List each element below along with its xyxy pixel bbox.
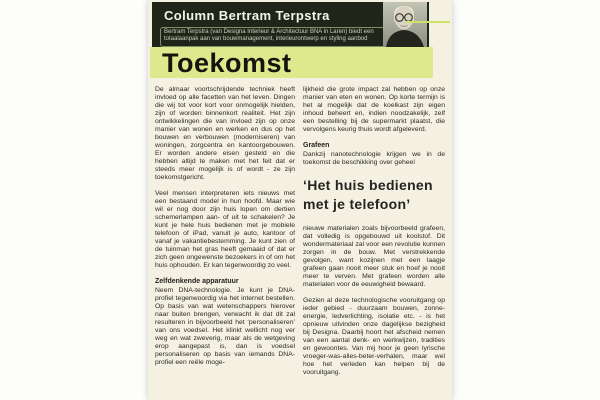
subheading: Grafeen [303, 142, 330, 149]
article-title: Toekomst [162, 48, 292, 78]
subheading: Zelfdenkende apparatuur [155, 278, 239, 285]
column-subtitle [160, 27, 398, 47]
pull-quote: ‘Het huis bedienen met je telefoon’ [303, 177, 433, 212]
paragraph: Neem DNA-technologie. Je kunt je DNA-profiel tegenwoordig via het internet bestellen. Op basis van wat wetenschappers hierover naar buiten brengen, verwacht ik dat dit zal resulteren in bijvoorbeeld het ‘personaliseren’ van ons voedsel. Het klinkt wellicht nog ver weg en wat zweverig, maar als de wetgeving erop aangepast is, dan is voedsel personaliseren op basis van iemands DNA-profiel een reële moge- [155, 287, 295, 366]
column-subtitle-line1: Bertram Terpstra (van Designa Interieur & Architectuur BNA in Laren) biedt een [164, 29, 374, 35]
left-column [155, 86, 295, 400]
paragraph: nieuwe materialen zoals bijvoorbeeld grafeen, dat volledig is opgebouwd uit koolstof. Dit wondermateriaal zal voor een revolutie kunnen zorgen in de bouw. Met verstrekkende gevolgen, want kozijnen met een laagje grafeen gaan nooit meer stuk en hoef je nooit meer te verven. Met grafeen worden alle materialen voor de eeuwigheid bewaard. [303, 225, 445, 288]
right-column [303, 86, 445, 400]
column-title: Column Bertram Terpstra [164, 8, 330, 23]
article-body [148, 78, 452, 400]
column-header [152, 2, 429, 47]
author-photo [383, 2, 427, 47]
paragraph: Gezien al deze technologische vooruitgang op ieder gebied - duurzaam bouwen, zonne-energie, ledverlichting, isolatie etc. - is het opnieuw uitvinden onze dagelijkse bezigheid bij Designa. Daarbij hoort het afscheid nemen van een aantal denk- en werkwijzen, tradities en gewoontes. Van mij hoor je geen lyrische vroeger-was-alles-beter-verhalen, maar wel hoe het verleden kan helpen bij de vooruitgang. [303, 297, 445, 376]
column-subtitle-line2: totaalaanpak aan van bouwmanagement, interieurontwerp en styling aanbod [164, 36, 368, 42]
accent-line [406, 21, 450, 23]
paragraph: Veel mensen interpreteren iets nieuws met een bestaand model in hun hoofd. Maar wie wil er nog door zijn huis lopen om dertien schemerlampen aan- of uit te schakelen? Je kunt je hele huis bedienen met je mobiele telefoon of iPad, vanuit je auto, kantoor of vanaf je vakantiebestemming. Je kunt zien of de tuinman het gras heeft gemaaid of dat er zich geen ongewenste bezoekers in of om het huis ophouden. Er kan tegenwoordig zo veel. [155, 190, 295, 269]
paragraph: Dankzij nanotechnologie krijgen we in de toekomst de beschikking over geheel [303, 151, 445, 166]
paragraph: lijkheid die grote impact zal hebben op onze manier van eten en wonen. Op korte termijn is het al mogelijk dat de koelkast zijn eigen inhoud beheert en, indien noodzakelijk, zelf een bestelling bij de supermarkt plaatst, die vervolgens keurig thuis wordt afgeleverd. [303, 86, 445, 133]
paragraph: De almaar voortschrijdende techniek heeft invloed op alle facetten van het leven. Dingen die wij tot voor kort voor onmogelijk hielden, zijn of worden binnenkort realiteit. Het zijn ontwikkelingen die van invloed zijn op onze manier van wonen en werken en dus op het bouwen en verbouwen (moderniseren) van woningen, zorgcentra en kantoorgebouwen. Er worden andere eisen gesteld en die hebben altijd te maken met het feit dat er steeds meer mogelijk is of wordt - ze zijn toekomstgericht. [155, 86, 295, 181]
article-title-banner [150, 47, 433, 78]
newspaper-clipping [148, 0, 452, 400]
